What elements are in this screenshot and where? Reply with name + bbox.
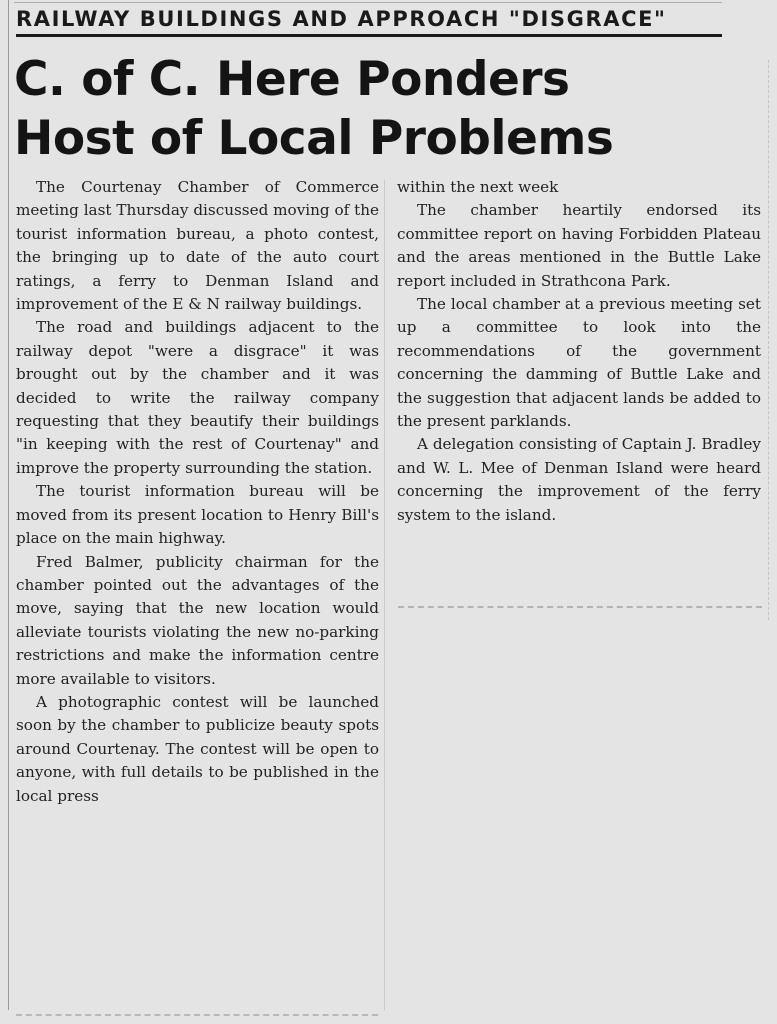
paragraph-ferry: A delegation consisting of Captain J. Bradley and W. L. Mee of Denman Island were heard concerning the improvement of the ferry system to the island. [397, 435, 761, 524]
paragraph-railway: The road and buildings adjacent to the railway depot "were a disgrace" it was brought out by the chamber and it was decided to write the railway company requesting that they beautify their buildings "in keeping with the rest of Courtenay" and improve the property surrounding the station. [16, 318, 379, 477]
paragraph-intro: The Courtenay Chamber of Commerce meeting last Thursday discussed moving of the tourist information bureau, a photo contest, the bringing up to date of the auto court ratings, a ferry to Denman Island and improvement of the E & N railway buildings. [16, 178, 379, 314]
right-edge-rule [768, 60, 770, 620]
paragraph-buttle-lake: The local chamber at a previous meeting set up a committee to look into the recommendations of the government concerning the damming of Buttle Lake and the suggestion that adjacent lands be added to the present parklands. [397, 295, 761, 431]
column-divider [384, 180, 385, 1010]
main-headline [14, 50, 734, 168]
paragraph-photo-contest: A photographic contest will be launched soon by the chamber to publicize beauty spots around Courtenay. The contest will be open to anyone, with full details to be published in the local press [16, 692, 379, 805]
top-rule [14, 2, 722, 3]
article-column-1 [16, 176, 379, 808]
paragraph-balmer: Fred Balmer, publicity chairman for the chamber pointed out the advantages of the move, saying that the new location would alleviate tourists violating the new no-parking restrictions and make the information centre more available to visitors. [16, 552, 379, 688]
article-end-rule [398, 606, 762, 608]
paragraph-continuation: within the next week [397, 178, 559, 196]
paragraph-strathcona: The chamber heartily endorsed its committee report on having Forbidden Plateau and the areas mentioned in the Buttle Lake report included in Strathcona Park. [397, 201, 761, 290]
bottom-rule [16, 1014, 378, 1016]
headline-line-1: C. of C. Here Ponders [14, 52, 570, 107]
paragraph-tourist-bureau: The tourist information bureau will be moved from its present location to Henry Bill's place on the main highway. [16, 482, 379, 548]
article-column-2 [397, 176, 761, 527]
left-margin-rule [8, 0, 9, 1010]
kicker-headline: RAILWAY BUILDINGS AND APPROACH "DISGRACE" [16, 4, 722, 37]
headline-line-2: Host of Local Problems [14, 111, 614, 166]
